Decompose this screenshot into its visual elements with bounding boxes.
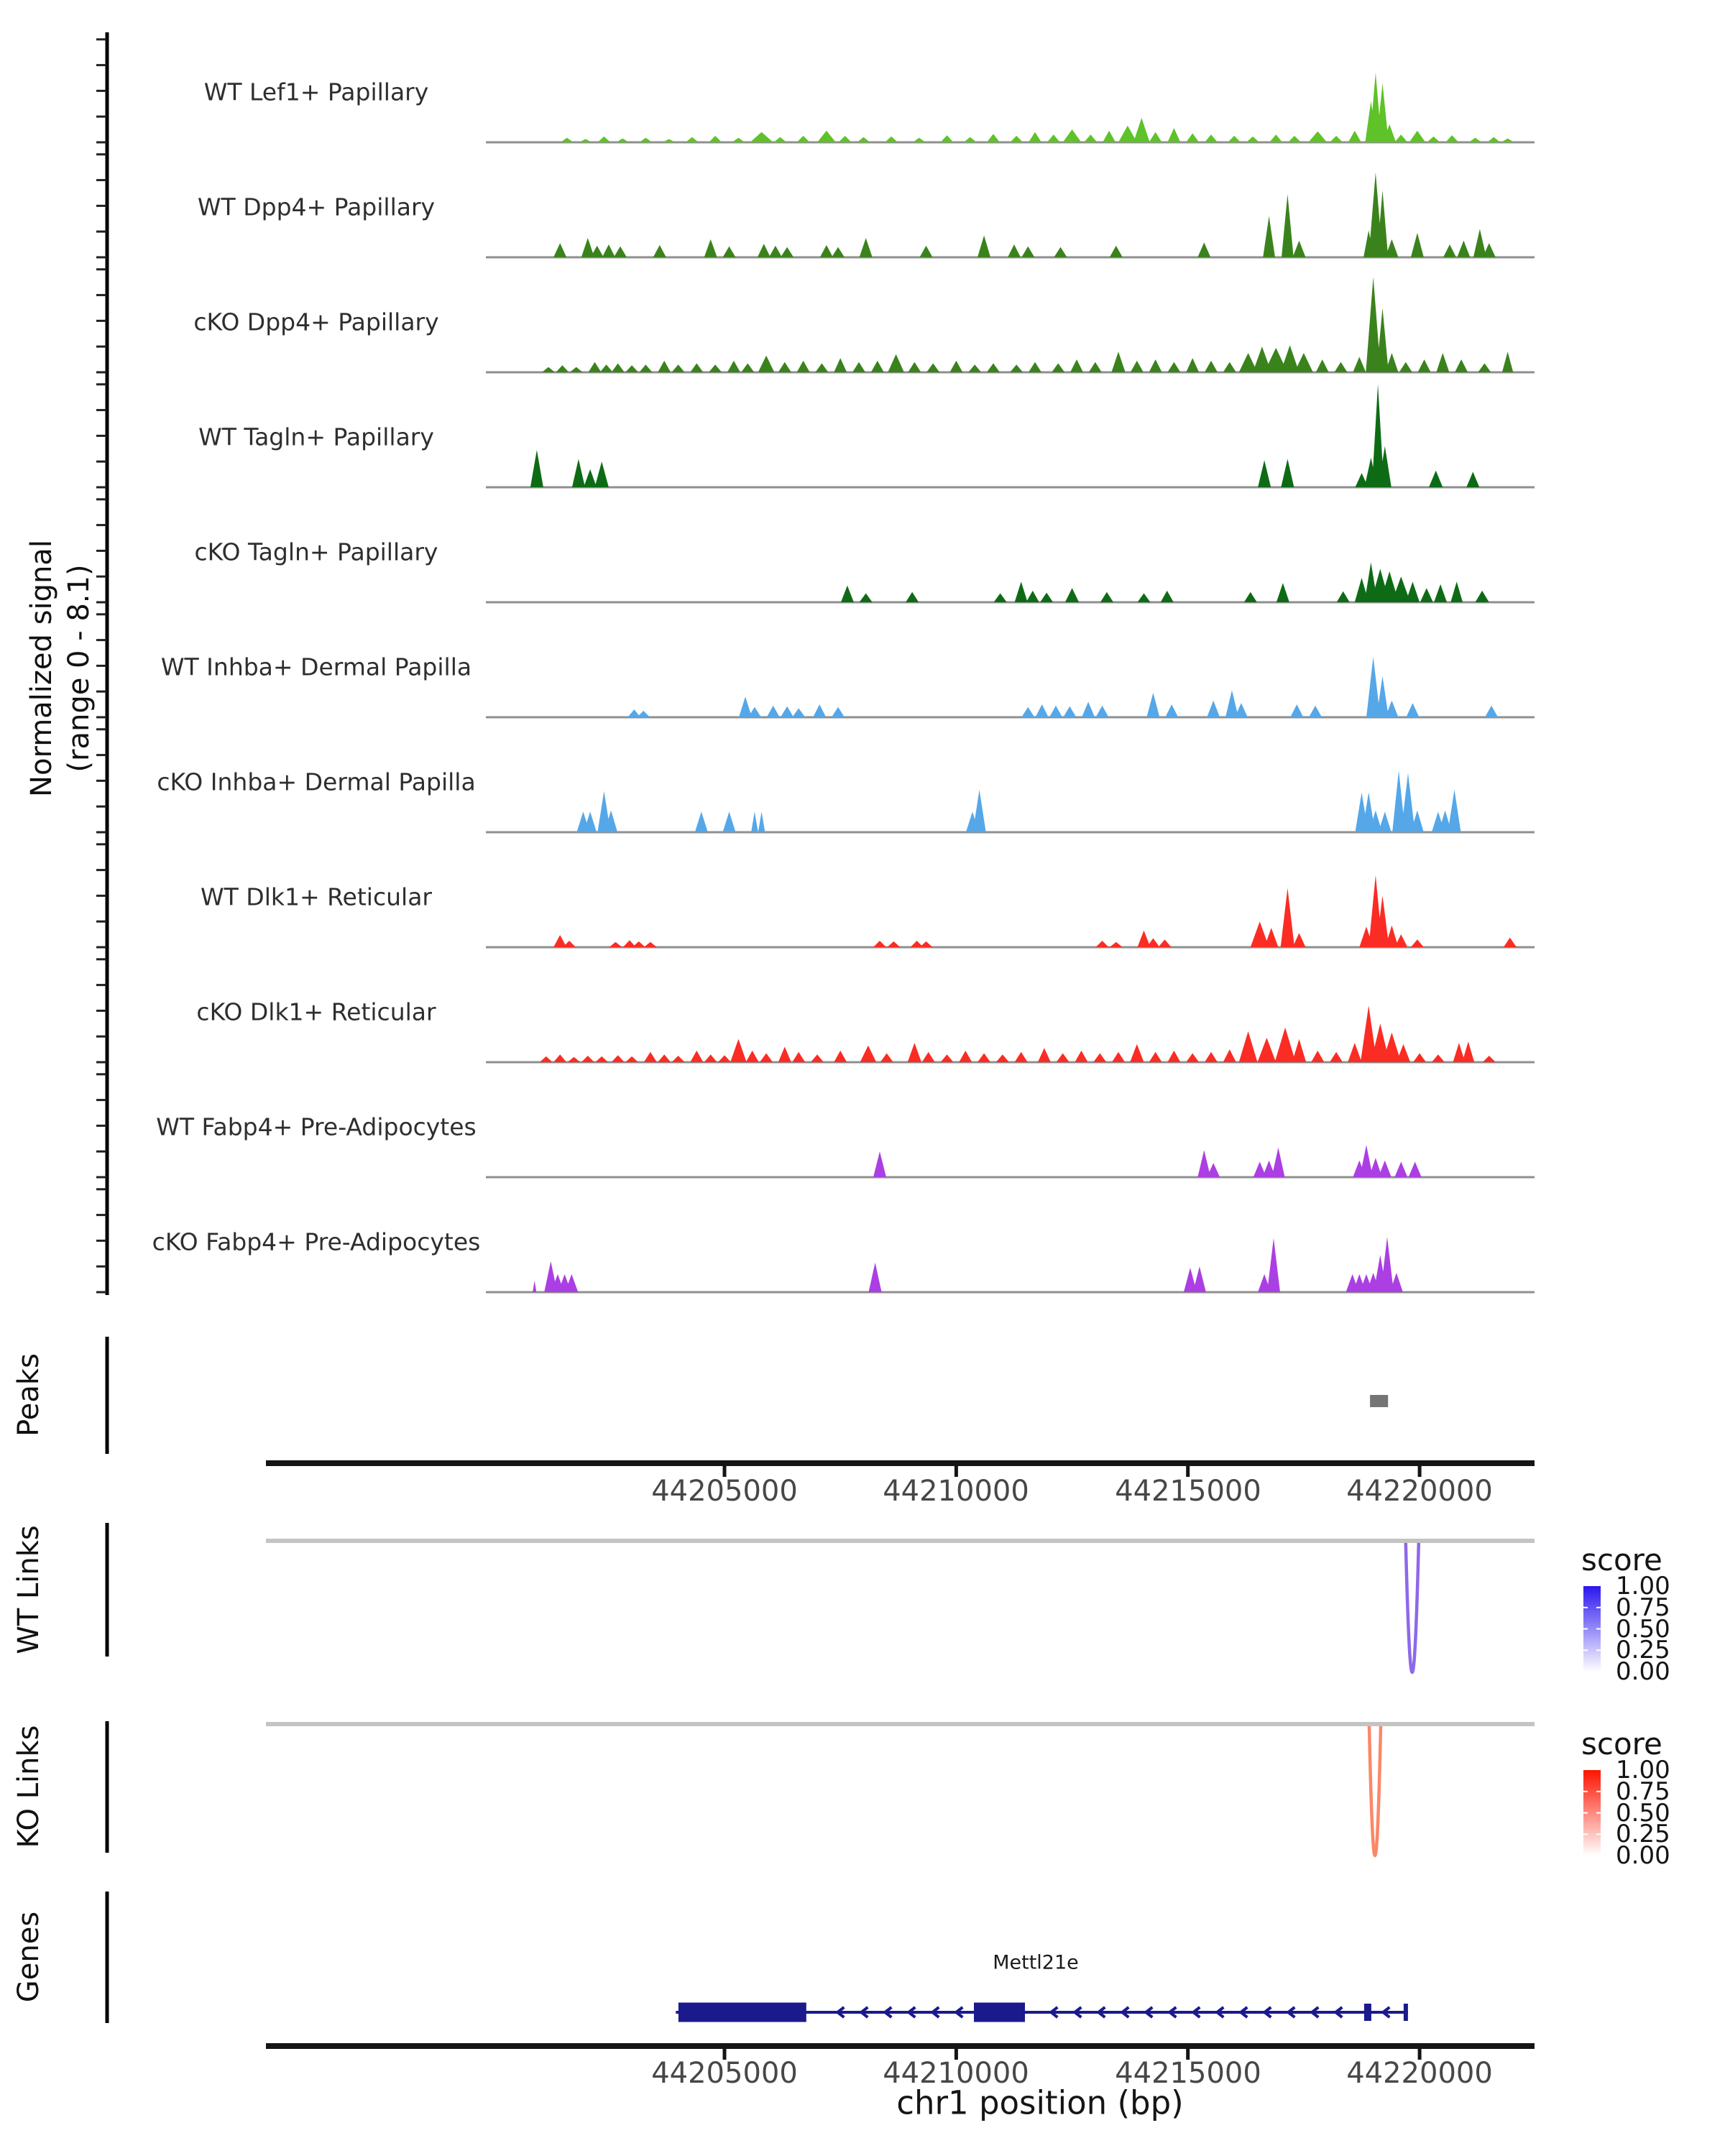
track-label: WT Dpp4+ Papillary (197, 193, 436, 221)
signal-y-axis-tick (96, 116, 106, 118)
genomic-axis-tick-label: 44220000 (1346, 1475, 1493, 1508)
coverage-track-area (486, 73, 1535, 142)
signal-y-axis-tick (96, 320, 106, 322)
signal-y-axis-tick (96, 409, 106, 411)
score-legend-tick (1596, 1628, 1601, 1630)
signal-y-axis-tick (96, 717, 106, 719)
score-legend-tick-label: 1.00 (1616, 1756, 1670, 1784)
signal-y-axis-tick (96, 90, 106, 92)
genomic-axis-tick-label: 44210000 (883, 2057, 1029, 2090)
signal-y-axis-tick (96, 257, 106, 259)
score-legend-tick (1596, 1649, 1601, 1651)
links-top-line (266, 1539, 1535, 1543)
score-legend-tick (1583, 1628, 1588, 1630)
signal-y-axis-tick (96, 1188, 106, 1190)
genomic-axis-tick-label: 44215000 (1115, 1475, 1261, 1508)
score-legend-tick (1583, 1649, 1588, 1651)
track-label: WT Dlk1+ Reticular (201, 883, 432, 911)
genomic-axis-tick-label: 44205000 (651, 2057, 798, 2090)
signal-y-axis-tick (96, 1151, 106, 1153)
section-label-wt-links: WT Links (12, 1525, 45, 1654)
signal-y-axis-tick (96, 346, 106, 348)
signal-y-axis-tick (96, 576, 106, 578)
score-legend-tick (1596, 1833, 1601, 1835)
signal-y-axis-tick (96, 205, 106, 207)
signal-y-axis-tick (96, 64, 106, 66)
signal-y-axis-tick (96, 231, 106, 233)
score-legend-tick (1583, 1812, 1588, 1814)
score-legend-tick (1583, 1607, 1588, 1608)
signal-y-axis-tick (96, 487, 106, 489)
signal-y-axis-tick (96, 613, 106, 615)
signal-y-axis-tick (96, 153, 106, 155)
signal-y-axis-tick (96, 268, 106, 270)
score-legend-tick-label: 0.75 (1616, 1777, 1670, 1806)
score-legend-tick (1596, 1812, 1601, 1814)
signal-y-axis-tick (96, 780, 106, 782)
signal-y-axis-tick (96, 1010, 106, 1012)
signal-y-axis-tick (96, 946, 106, 949)
signal-y-axis-tick (96, 895, 106, 897)
signal-y-axis-tick (96, 1176, 106, 1179)
genomic-axis-line (266, 1460, 1535, 1466)
signal-y-axis-tick (96, 984, 106, 986)
section-label-genes: Genes (12, 1911, 45, 2003)
signal-y-axis-tick (96, 1291, 106, 1294)
score-legend-tick (1583, 1791, 1588, 1792)
wt-score-legend-title: score (1581, 1542, 1662, 1577)
signal-y-axis-tick (96, 728, 106, 730)
genomic-axis-tick-label: 44210000 (883, 1475, 1029, 1508)
coverage-track-area (486, 277, 1535, 373)
signal-axis-title-line2: (range 0 - 8.1) (63, 564, 96, 773)
link-arc (1406, 1543, 1419, 1672)
track-label: cKO Tagln+ Papillary (194, 538, 438, 566)
score-legend-tick-label: 1.00 (1616, 1572, 1670, 1600)
signal-y-axis-line (106, 32, 109, 1295)
link-arc (1369, 1726, 1381, 1856)
signal-y-axis-tick (96, 1073, 106, 1075)
coverage-track-area (486, 1237, 1535, 1292)
score-legend-tick-label: 0.00 (1616, 1841, 1670, 1870)
gene-exon (678, 2003, 806, 2022)
coverage-track-area (486, 172, 1535, 257)
score-legend-tick-label: 0.25 (1616, 1820, 1670, 1848)
track-label: cKO Dlk1+ Reticular (196, 998, 436, 1026)
signal-y-axis-tick (96, 602, 106, 604)
signal-y-axis-tick (96, 294, 106, 296)
signal-y-axis-tick (96, 1266, 106, 1268)
coverage-track-area (486, 770, 1535, 832)
gene-name-label: Mettl21e (993, 1951, 1079, 1974)
signal-y-axis-tick (96, 524, 106, 526)
score-legend-tick-label: 0.50 (1616, 1799, 1670, 1828)
track-label: WT Fabp4+ Pre-Adipocytes (156, 1112, 477, 1141)
signal-y-axis-tick (96, 435, 106, 437)
coverage-track-area (486, 1005, 1535, 1062)
score-legend-tick-label: 0.75 (1616, 1593, 1670, 1622)
signal-y-axis-tick (96, 921, 106, 923)
gene-end-bar (1404, 2004, 1408, 2021)
gene-exon (1364, 2004, 1371, 2021)
coverage-track-area (486, 563, 1535, 603)
wt-links-bracket (106, 1523, 109, 1657)
signal-y-axis-tick (96, 550, 106, 552)
coverage-track-area (486, 1145, 1535, 1177)
genomic-axis-tick-label: 44215000 (1115, 2057, 1261, 2090)
ko-score-legend-title: score (1581, 1726, 1662, 1761)
x-axis-title: chr1 position (bp) (896, 2083, 1184, 2122)
score-legend-tick-label: 0.25 (1616, 1636, 1670, 1664)
links-top-line (266, 1722, 1535, 1726)
signal-y-axis-tick (96, 806, 106, 808)
track-label: WT Inhba+ Dermal Papilla (160, 653, 472, 681)
gene-exon (974, 2003, 1025, 2022)
genes-bracket (106, 1892, 109, 2023)
signal-y-axis-tick (96, 1099, 106, 1101)
score-legend-tick (1583, 1833, 1588, 1835)
signal-y-axis-tick (96, 38, 106, 40)
score-legend-tick-label: 0.50 (1616, 1615, 1670, 1644)
signal-y-axis-tick (96, 1036, 106, 1038)
signal-y-axis-tick (96, 1125, 106, 1127)
signal-y-axis-tick (96, 498, 106, 500)
score-legend-tick (1596, 1607, 1601, 1608)
signal-y-axis-tick (96, 383, 106, 385)
signal-y-axis-tick (96, 665, 106, 667)
track-label: cKO Inhba+ Dermal Papilla (157, 768, 476, 796)
signal-y-axis-tick (96, 142, 106, 144)
signal-y-axis-tick (96, 691, 106, 693)
track-label: WT Lef1+ Papillary (203, 78, 429, 106)
score-legend-tick (1596, 1791, 1601, 1792)
signal-y-axis-tick (96, 461, 106, 463)
section-label-ko-links: KO Links (12, 1725, 45, 1848)
peak-box (1370, 1395, 1388, 1407)
signal-y-axis-tick (96, 179, 106, 181)
section-label-peaks: Peaks (12, 1353, 45, 1437)
signal-y-axis-tick (96, 1240, 106, 1242)
track-label: cKO Fabp4+ Pre-Adipocytes (152, 1227, 481, 1256)
signal-y-axis-tick (96, 831, 106, 834)
track-label: WT Tagln+ Papillary (198, 423, 434, 451)
genomic-axis-tick-label: 44220000 (1346, 2057, 1493, 2090)
track-label: cKO Dpp4+ Papillary (193, 308, 439, 336)
signal-y-axis-tick (96, 639, 106, 641)
ko-links-bracket (106, 1721, 109, 1853)
signal-y-axis-tick (96, 1061, 106, 1064)
signal-y-axis-tick (96, 372, 106, 374)
score-legend-tick-label: 0.00 (1616, 1657, 1670, 1686)
signal-y-axis-tick (96, 1214, 106, 1216)
signal-axis-title-line1: Normalized signal (25, 540, 58, 797)
coverage-track-area (486, 875, 1535, 947)
signal-y-axis-tick (96, 843, 106, 845)
coverage-track-area (486, 657, 1535, 717)
signal-y-axis-tick (96, 958, 106, 960)
genomic-axis-line (266, 2043, 1535, 2049)
coverage-track-area (486, 384, 1535, 487)
signal-y-axis-tick (96, 869, 106, 871)
genomic-axis-tick-label: 44205000 (651, 1475, 798, 1508)
peaks-bracket (106, 1337, 109, 1454)
signal-y-axis-tick (96, 754, 106, 756)
